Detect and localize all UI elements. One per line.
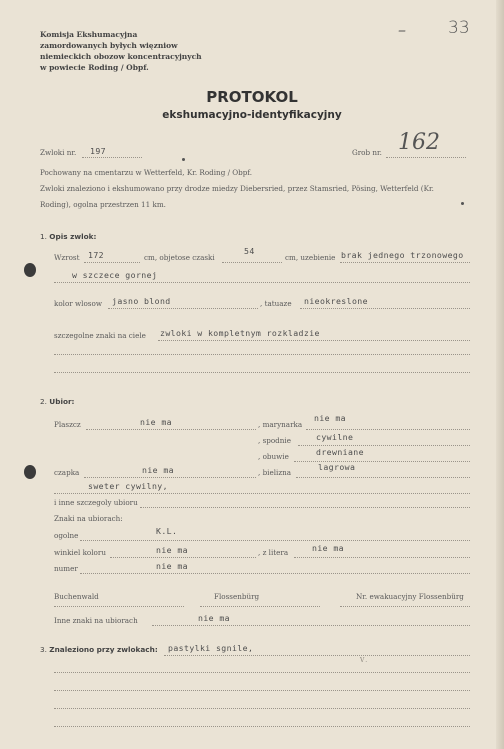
bielizna-label: , bielizna — [258, 468, 292, 477]
uzebienie-value-cont: w szczece gornej — [72, 270, 158, 280]
ink-speck — [461, 202, 464, 205]
tatuaze-label: , tatuaze — [260, 299, 292, 308]
section-2-heading — [40, 397, 74, 406]
found-line-2: Roding), ogolna przestrzen 11 km. — [40, 200, 166, 209]
grob-label: Grob nr. — [352, 148, 382, 157]
znaki-label: szczegolne znaki na ciele — [54, 331, 146, 340]
ogolne-label: ogolne — [54, 531, 79, 540]
header-line: Komisja Ekshumacyjna — [40, 30, 138, 39]
section-title: Ubior: — [49, 397, 75, 406]
litera-label: , z litera — [258, 548, 289, 557]
header-line: w powiecie Roding / Obpf. — [40, 63, 149, 72]
commission-header — [40, 29, 202, 73]
buchenwald-label: Buchenwald — [54, 592, 99, 601]
spodnie-value: cywilne — [316, 432, 354, 442]
czapka-value: nie ma — [142, 465, 174, 475]
paper-edge — [496, 0, 504, 749]
wzrost-value: 172 — [88, 250, 104, 260]
ogolne-value: K.L. — [156, 526, 178, 536]
section-1-heading — [40, 232, 96, 241]
bielizna-value: lagrowa — [318, 462, 356, 472]
spodnie-label: , spodnie — [258, 436, 291, 445]
zwloki-label: Zwloki nr. — [40, 148, 77, 157]
kolor-label: kolor wlosow — [54, 299, 102, 308]
punch-hole — [24, 263, 36, 277]
numer-value: nie ma — [156, 561, 188, 571]
winkiel-value: nie ma — [156, 545, 188, 555]
section-title: Znaleziono przy zwlokach: — [49, 645, 158, 654]
winkiel-label: winkiel koloru — [54, 548, 106, 557]
uzebienie-value: brak jednego trzonowego — [341, 250, 464, 260]
inne-szczegoly-label: i inne szczegoly ubioru — [54, 498, 138, 507]
ink-speck — [182, 158, 185, 161]
section-3-heading — [40, 645, 158, 654]
page-dash: – — [398, 20, 406, 39]
cm-label: cm, objetose czaski — [144, 253, 215, 262]
tatuaze-value: nieokreslone — [304, 296, 368, 306]
section-3-value: pastylki sgnile, — [168, 643, 254, 653]
litera-value: nie ma — [312, 543, 344, 553]
page-number: 33 — [448, 18, 470, 38]
inne-znaki-value: nie ma — [198, 613, 230, 623]
document-title: PROTOKOL — [206, 88, 298, 106]
section-number: 3. — [40, 645, 47, 654]
plaszcz-label: Plaszcz — [54, 420, 81, 429]
plaszcz-value: nie ma — [140, 417, 172, 427]
margin-note: V. — [360, 657, 370, 664]
punch-hole — [24, 465, 36, 479]
header-line: niemieckich obozow koncentracyjnych — [40, 52, 202, 61]
section-title: Opis zwlok: — [49, 232, 97, 241]
found-line-1: Zwloki znaleziono i ekshumowano przy drodze miedzy Diebersried, przez Stamsried, Pösing, Wetterfeld (Kr. — [40, 184, 434, 193]
flossenburg-label: Flossenbürg — [214, 592, 260, 601]
grob-value: 162 — [398, 130, 440, 155]
znaki-ubiorach-label: Znaki na ubiorach: — [54, 514, 123, 523]
zwloki-value: 197 — [90, 146, 106, 156]
kolor-value: jasno blond — [112, 296, 171, 306]
section-number: 2. — [40, 397, 47, 406]
sweter-value: sweter cywilny, — [88, 481, 168, 491]
obuwie-label: , obuwie — [258, 452, 289, 461]
buried-line: Pochowany na cmentarzu w Wetterfeld, Kr. Roding / Obpf. — [40, 168, 253, 177]
obuwie-value: drewniane — [316, 447, 364, 457]
inne-znaki-label: Inne znaki na ubiorach — [54, 616, 138, 625]
czaszka-value: 54 — [244, 246, 255, 256]
znaki-value: zwloki w kompletnym rozkladzie — [160, 328, 320, 338]
marynarka-value: nie ma — [314, 413, 346, 423]
section-number: 1. — [40, 232, 47, 241]
czapka-label: czapka — [54, 468, 80, 477]
header-line: zamordowanych byłych więzniow — [40, 41, 178, 50]
document-subtitle: ekshumacyjno-identyfikacyjny — [162, 109, 342, 121]
ewakuacyjny-label: Nr. ewakuacyjny Flossenbürg — [356, 592, 464, 601]
marynarka-label: , marynarka — [258, 420, 303, 429]
wzrost-label: Wzrost — [54, 253, 80, 262]
numer-label: numer — [54, 564, 78, 573]
cm-label-2: cm, uzebienie — [285, 253, 336, 262]
